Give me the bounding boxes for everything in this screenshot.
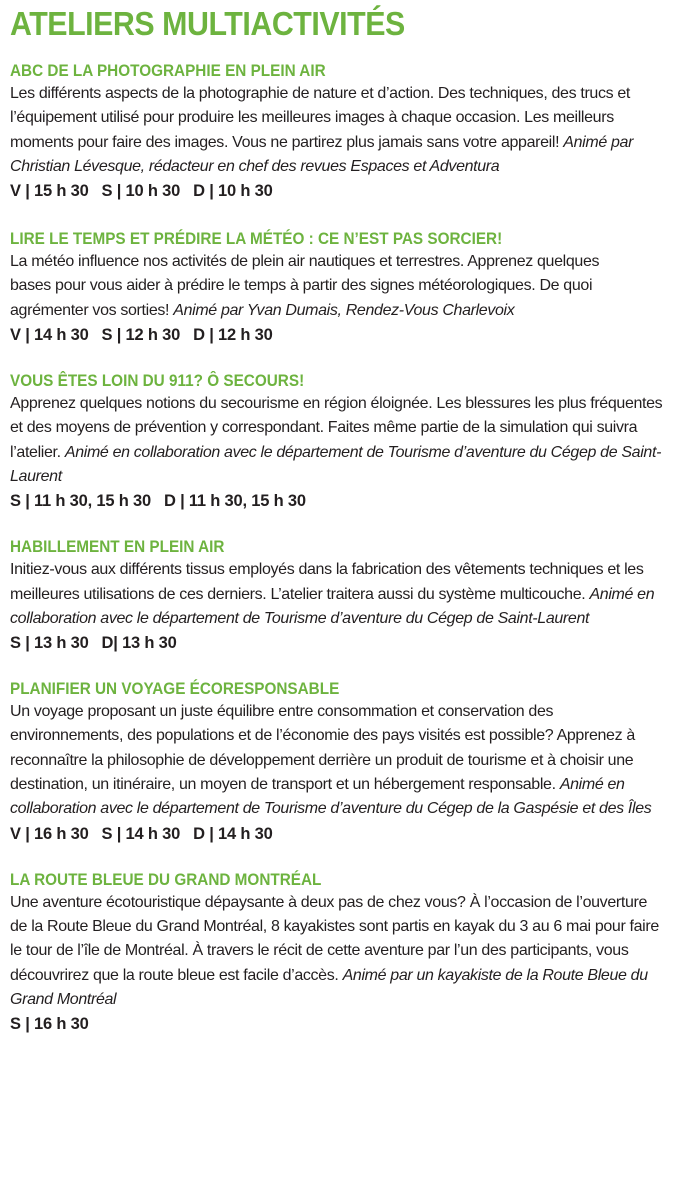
- workshop-credit: Animé en collaboration avec le département de Tourisme d’aventure du Cégep de Saint-Laurent: [10, 443, 662, 485]
- workshop-blue-route: [10, 868, 664, 1036]
- workshop-credit: Animé par un kayakiste de la Route Bleue du Grand Montréal: [10, 966, 648, 1008]
- schedule-slot: S | 14 h 30: [101, 824, 181, 843]
- schedule-slot: V | 14 h 30: [10, 326, 89, 345]
- schedule-slot: D | 12 h 30: [193, 326, 273, 345]
- workshop-title: VOUS ÊTES LOIN DU 911? Ô SECOURS!: [10, 371, 305, 391]
- schedule-slot: V | 15 h 30: [10, 182, 89, 201]
- description-text: Un voyage proposant un juste équilibre entre consommation et conservation des environnements, des populations et de l’économie des pays visités est possible? Apprenez à reconnaître la philosophie de développement derrière un produit de tourisme et à choisir une destination, un itinéraire, un moyen de transport et un hébergement responsable.: [10, 703, 635, 794]
- workshop-description: [10, 891, 664, 1012]
- description-text: Une aventure écotouristique dépaysante à deux pas de chez vous? À l’occasion de l’ouverture de la Route Bleue du Grand Montréal, 8 kayakistes sont partis en kayak du 3 au 6 mai pour faire le tour de l’île de Montréal. À travers le récit de cette aventure par l’un des participants, vous découvrirez que la route bleue est facile d’accès.: [10, 893, 659, 984]
- workshop-clothing: [10, 535, 664, 655]
- description-text: Initiez-vous aux différents tissus employés dans la fabrication des vêtements techniques et les meilleures utilisations de ces derniers. L’atelier traitera aussi du système multicouche.: [10, 561, 644, 603]
- workshop-schedule: [10, 323, 664, 347]
- schedule-slot: V | 16 h 30: [10, 824, 89, 843]
- workshop-credit: Animé par Yvan Dumais, Rendez-Vous Charlevoix: [173, 301, 515, 319]
- description-text: Apprenez quelques notions du secourisme en région éloignée. Les blessures les plus fréquentes et des moyens de prévention y correspondant. Faites même partie de la simulation qui suivra l’atelier.: [10, 395, 663, 461]
- workshop-credit: Animé en collaboration avec le département de Tourisme d’aventure du Cégep de Saint-Laurent: [10, 585, 655, 627]
- workshop-title: HABILLEMENT EN PLEIN AIR: [10, 537, 225, 557]
- schedule-slot: S | 13 h 30: [10, 634, 89, 653]
- schedule-slot: S | 16 h 30: [10, 1015, 89, 1034]
- schedule-slot: D | 10 h 30: [193, 182, 273, 201]
- workshop-description: [10, 250, 664, 323]
- workshop-description: [10, 558, 664, 631]
- schedule-slot: S | 10 h 30: [101, 182, 181, 201]
- workshop-weather: [10, 227, 664, 347]
- workshop-title: PLANIFIER UN VOYAGE ÉCORESPONSABLE: [10, 679, 340, 699]
- schedule-slot: S | 12 h 30: [101, 326, 181, 345]
- page-title: ATELIERS MULTIACTIVITÉS: [10, 5, 405, 42]
- description-text: La météo influence nos activités de plein air nautiques et terrestres. Apprenez quelques bases pour vous aider à prédire le temps à partir des signes météorologiques. De quoi agrémenter vos sorties!: [10, 253, 600, 319]
- workshop-schedule: [10, 1012, 664, 1036]
- workshop-description: [10, 392, 664, 489]
- workshop-description: [10, 82, 664, 179]
- workshop-eco-travel: [10, 677, 664, 845]
- workshop-title: LIRE LE TEMPS ET PRÉDIRE LA MÉTÉO : CE N’EST PAS SORCIER!: [10, 229, 503, 249]
- workshop-description: [10, 700, 664, 821]
- description-text: Les différents aspects de la photographie de nature et d’action. Des techniques, des trucs et l’équipement utilisé pour produire les meilleures images à chaque occasion. Les meilleurs moments pour faire des images. Vous ne partirez plus jamais sans votre appareil!: [10, 85, 631, 151]
- workshop-title: ABC DE LA PHOTOGRAPHIE EN PLEIN AIR: [10, 61, 326, 80]
- workshop-credit: Animé en collaboration avec le département de Tourisme d’aventure du Cégep de la Gaspésie et des Îles: [10, 776, 652, 818]
- workshop-schedule: [10, 631, 664, 655]
- schedule-slot: S | 11 h 30, 15 h 30: [10, 492, 151, 511]
- workshop-first-aid: [10, 369, 664, 513]
- schedule-slot: D| 13 h 30: [101, 634, 177, 653]
- workshop-schedule: [10, 822, 664, 846]
- workshop-title: LA ROUTE BLEUE DU GRAND MONTRÉAL: [10, 869, 322, 889]
- schedule-slot: D | 11 h 30, 15 h 30: [163, 492, 306, 511]
- workshop-photography: [10, 59, 664, 203]
- workshop-schedule: [10, 489, 664, 513]
- workshop-credit: Animé par Christian Lévesque, rédacteur en chef des revues Espaces et Adventura: [10, 133, 634, 175]
- schedule-slot: D | 14 h 30: [193, 824, 273, 843]
- workshop-schedule: [10, 179, 664, 203]
